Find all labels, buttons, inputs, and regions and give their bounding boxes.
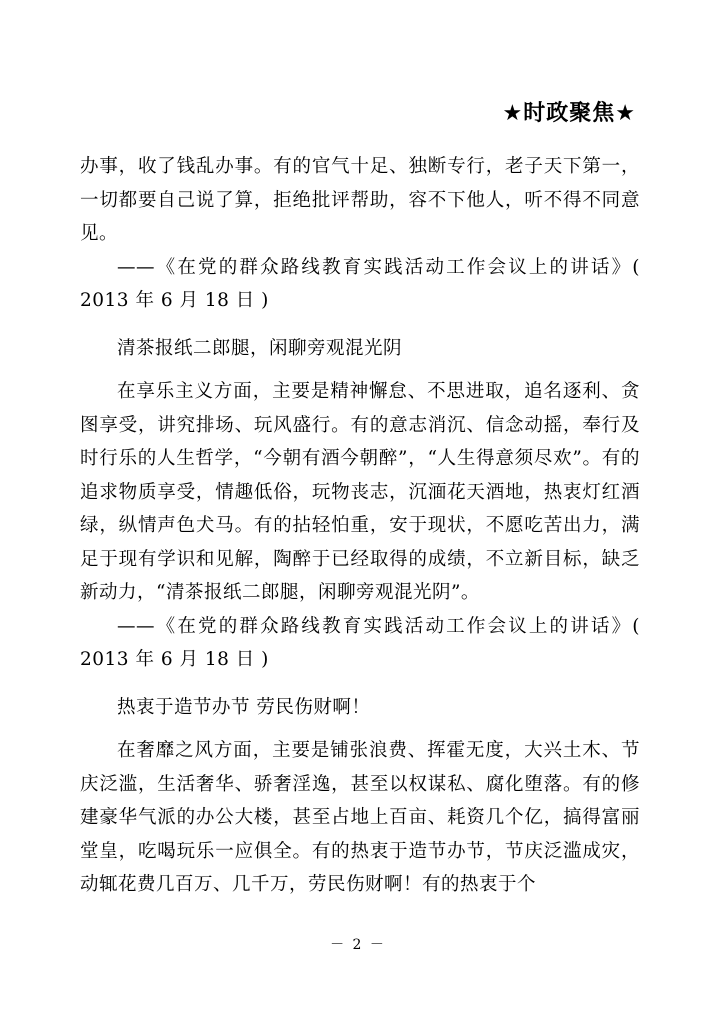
paragraph: 办事，收了钱乱办事。有的官气十足、独断专行，老子天下第一，一切都要自己说了算，拒绝批评帮助，容不下他人，听不得不同意见。 [80,156,640,244]
section-heading: 清茶报纸二郎腿，闲聊旁观混光阴 [117,337,403,359]
paragraph: 在奢靡之风方面，主要是铺张浪费、挥霍无度，大兴土木、节庆泛滥，生活奢华、骄奢淫逸，甚至以权谋私、腐化堕落。有的修建豪华气派的办公大楼，甚至占地上百亩、耗资几个亿，搞得富丽堂皇，吃喝玩乐一应俱全。有的热衷于造节办节，节庆泛滥成灾，动辄花费几百万、几千万，劳民伤财啊！有的热衷于个 [80,740,640,895]
column-header: ★时政聚焦★ [502,101,636,126]
citation: ——《在党的群众路线教育实践活动工作会议上的讲话》( 2013 年 6 月 18 日 ) [80,615,640,670]
article-body [80,150,640,902]
section-heading: 热衷于造节办节 劳民伤财啊！ [117,696,371,718]
page-number: － 2 － [330,937,386,953]
citation: ——《在党的群众路线教育实践活动工作会议上的讲话》( 2013 年 6 月 18 日 ) [80,256,640,311]
paragraph: 在享乐主义方面，主要是精神懈怠、不思进取，追名逐利、贪图享受，讲究排场、玩风盛行。有的意志消沉、信念动摇，奉行及时行乐的人生哲学，“今朝有酒今朝醉”，“人生得意须尽欢”。有的追求物质享受，情趣低俗，玩物丧志，沉湎花天酒地，热衷灯红酒绿，纵情声色犬马。有的拈轻怕重，安于现状，不愿吃苦出力，满足于现有学识和见解，陶醉于已经取得的成绩，不立新目标，缺乏新动力，“清茶报纸二郎腿，闲聊旁观混光阴”。 [80,381,640,603]
